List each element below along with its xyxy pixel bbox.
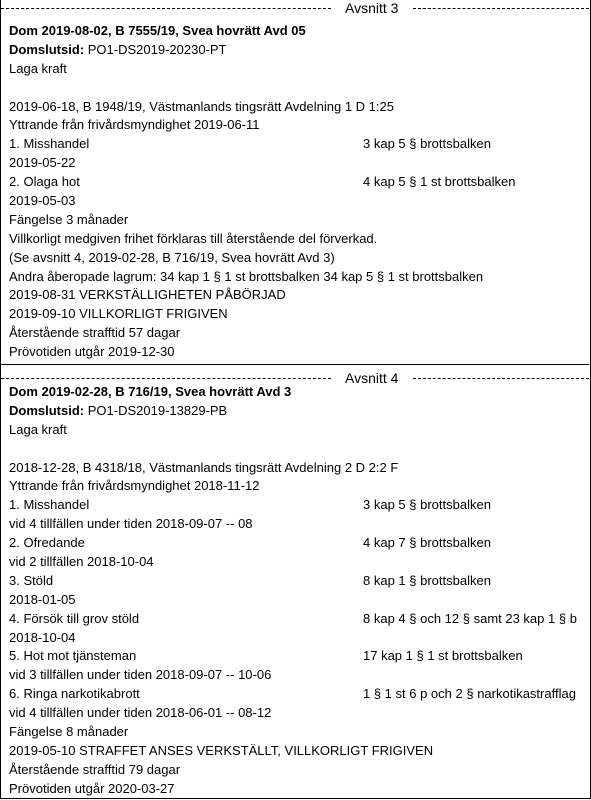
legal-status: Laga kraft <box>9 60 67 76</box>
offense-law: 17 kap 1 § 1 st brottsbalken <box>363 648 523 664</box>
offense-name: 2. Ofredande <box>9 535 85 551</box>
offense-name: 6. Ringa narkotikabrott <box>9 686 140 702</box>
text-line: 2019-05-10 STRAFFET ANSES VERKSTÄLLT, VILLKORLIGT FRIGIVEN <box>9 742 434 758</box>
offense-law: 8 kap 4 § och 12 § samt 23 kap 1 § b <box>363 610 577 626</box>
section-avsnitt-3 <box>0 0 589 362</box>
offense-name: 2. Olaga hot <box>9 174 80 190</box>
dashed-rule-left <box>1 8 331 9</box>
offense-name: 5. Hot mot tjänsteman <box>9 648 137 664</box>
dashed-rule-right <box>413 378 589 379</box>
text-line: 2019-08-31 VERKSTÄLLIGHETEN PÅBÖRJAD <box>9 287 286 303</box>
offense-row <box>9 496 589 515</box>
offense-detail: 2019-05-22 <box>9 155 76 171</box>
offense-row <box>9 173 589 192</box>
offense-detail: 2018-01-05 <box>9 591 76 607</box>
text-line: 2019-09-10 VILLKORLIGT FRIGIVEN <box>9 306 228 322</box>
section-label: Avsnitt 3 <box>345 0 399 16</box>
text-line: Prövotiden utgår 2019-12-30 <box>9 344 175 360</box>
offense-row <box>9 685 589 704</box>
statement-line: Yttrande från frivårdsmyndighet 2019-06-11 <box>9 117 260 133</box>
offense-law: 3 kap 5 § brottsbalken <box>363 497 491 513</box>
offense-law: 8 kap 1 § brottsbalken <box>363 572 491 588</box>
domslutsid-line <box>9 41 589 60</box>
offense-row <box>9 135 589 154</box>
offense-law: 4 kap 5 § 1 st brottsbalken <box>363 174 516 190</box>
offense-detail: vid 4 tillfällen under tiden 2018-06-01 -- 08-12 <box>9 705 272 721</box>
offense-detail: vid 3 tillfällen under tiden 2018-09-07 -- 10-06 <box>9 667 272 683</box>
dashed-rule-left <box>1 378 331 379</box>
offense-detail: vid 4 tillfällen under tiden 2018-09-07 -- 08 <box>9 516 253 532</box>
statement-line: Yttrande från frivårdsmyndighet 2018-11-12 <box>9 478 260 494</box>
section-divider <box>0 364 589 365</box>
text-line: Andra åberopade lagrum: 34 kap 1 § 1 st brottsbalken 34 kap 5 § 1 st brottsbalken <box>9 268 484 284</box>
domslutsid-line <box>9 402 589 421</box>
judgment-title: Dom 2019-02-28, B 716/19, Svea hovrätt Avd 3 <box>9 384 292 399</box>
text-line: Prövotiden utgår 2020-03-27 <box>9 780 175 796</box>
blank-line <box>9 440 589 459</box>
offense-name: 1. Misshandel <box>9 497 90 513</box>
offense-row <box>9 647 589 666</box>
offense-law: 3 kap 5 § brottsbalken <box>363 136 491 152</box>
section-label: Avsnitt 4 <box>345 370 399 386</box>
offense-row <box>9 610 589 629</box>
offense-law: 1 § 1 st 6 p och 2 § narkotikastrafflag <box>363 686 576 702</box>
offense-detail: 2019-05-03 <box>9 193 76 209</box>
dashed-rule-right <box>413 8 589 9</box>
text-line: (Se avsnitt 4, 2019-02-28, B 716/19, Svea hovrätt Avd 3) <box>9 249 335 265</box>
offense-row <box>9 572 589 591</box>
offense-name: 1. Misshandel <box>9 136 90 152</box>
domslutsid-value: PO1-DS2019-13829-PB <box>87 402 228 418</box>
text-line: Återstående strafftid 79 dagar <box>9 761 181 777</box>
judgment-title: Dom 2019-08-02, B 7555/19, Svea hovrätt Avd 05 <box>9 23 306 38</box>
offense-row <box>9 534 589 553</box>
offense-detail: vid 2 tillfällen 2018-10-04 <box>9 554 154 570</box>
text-line: Villkorligt medgiven frihet förklaras till återstående del förverkad. <box>9 230 378 246</box>
domslutsid-label: Domslutsid: <box>9 41 85 57</box>
offense-name: 3. Stöld <box>9 572 54 588</box>
blank-line <box>9 79 589 98</box>
offense-detail: 2018-10-04 <box>9 629 76 645</box>
section-header <box>0 0 589 16</box>
sentence-line: Fängelse 3 månader <box>9 211 129 227</box>
text-line: Återstående strafftid 57 dagar <box>9 325 181 341</box>
offense-name: 4. Försök till grov stöld <box>9 610 140 626</box>
offense-law: 4 kap 7 § brottsbalken <box>363 535 491 551</box>
lower-court-line: 2018-12-28, B 4318/18, Västmanlands tingsrätt Avdelning 2 D 2:2 F <box>9 459 399 475</box>
domslutsid-value: PO1-DS2019-20230-PT <box>87 41 227 57</box>
domslutsid-label: Domslutsid: <box>9 402 85 418</box>
section-avsnitt-4 <box>0 370 589 800</box>
lower-court-line: 2019-06-18, B 1948/19, Västmanlands tingsrätt Avdelning 1 D 1:25 <box>9 98 394 114</box>
sentence-line: Fängelse 8 månader <box>9 724 129 740</box>
legal-status: Laga kraft <box>9 421 67 437</box>
